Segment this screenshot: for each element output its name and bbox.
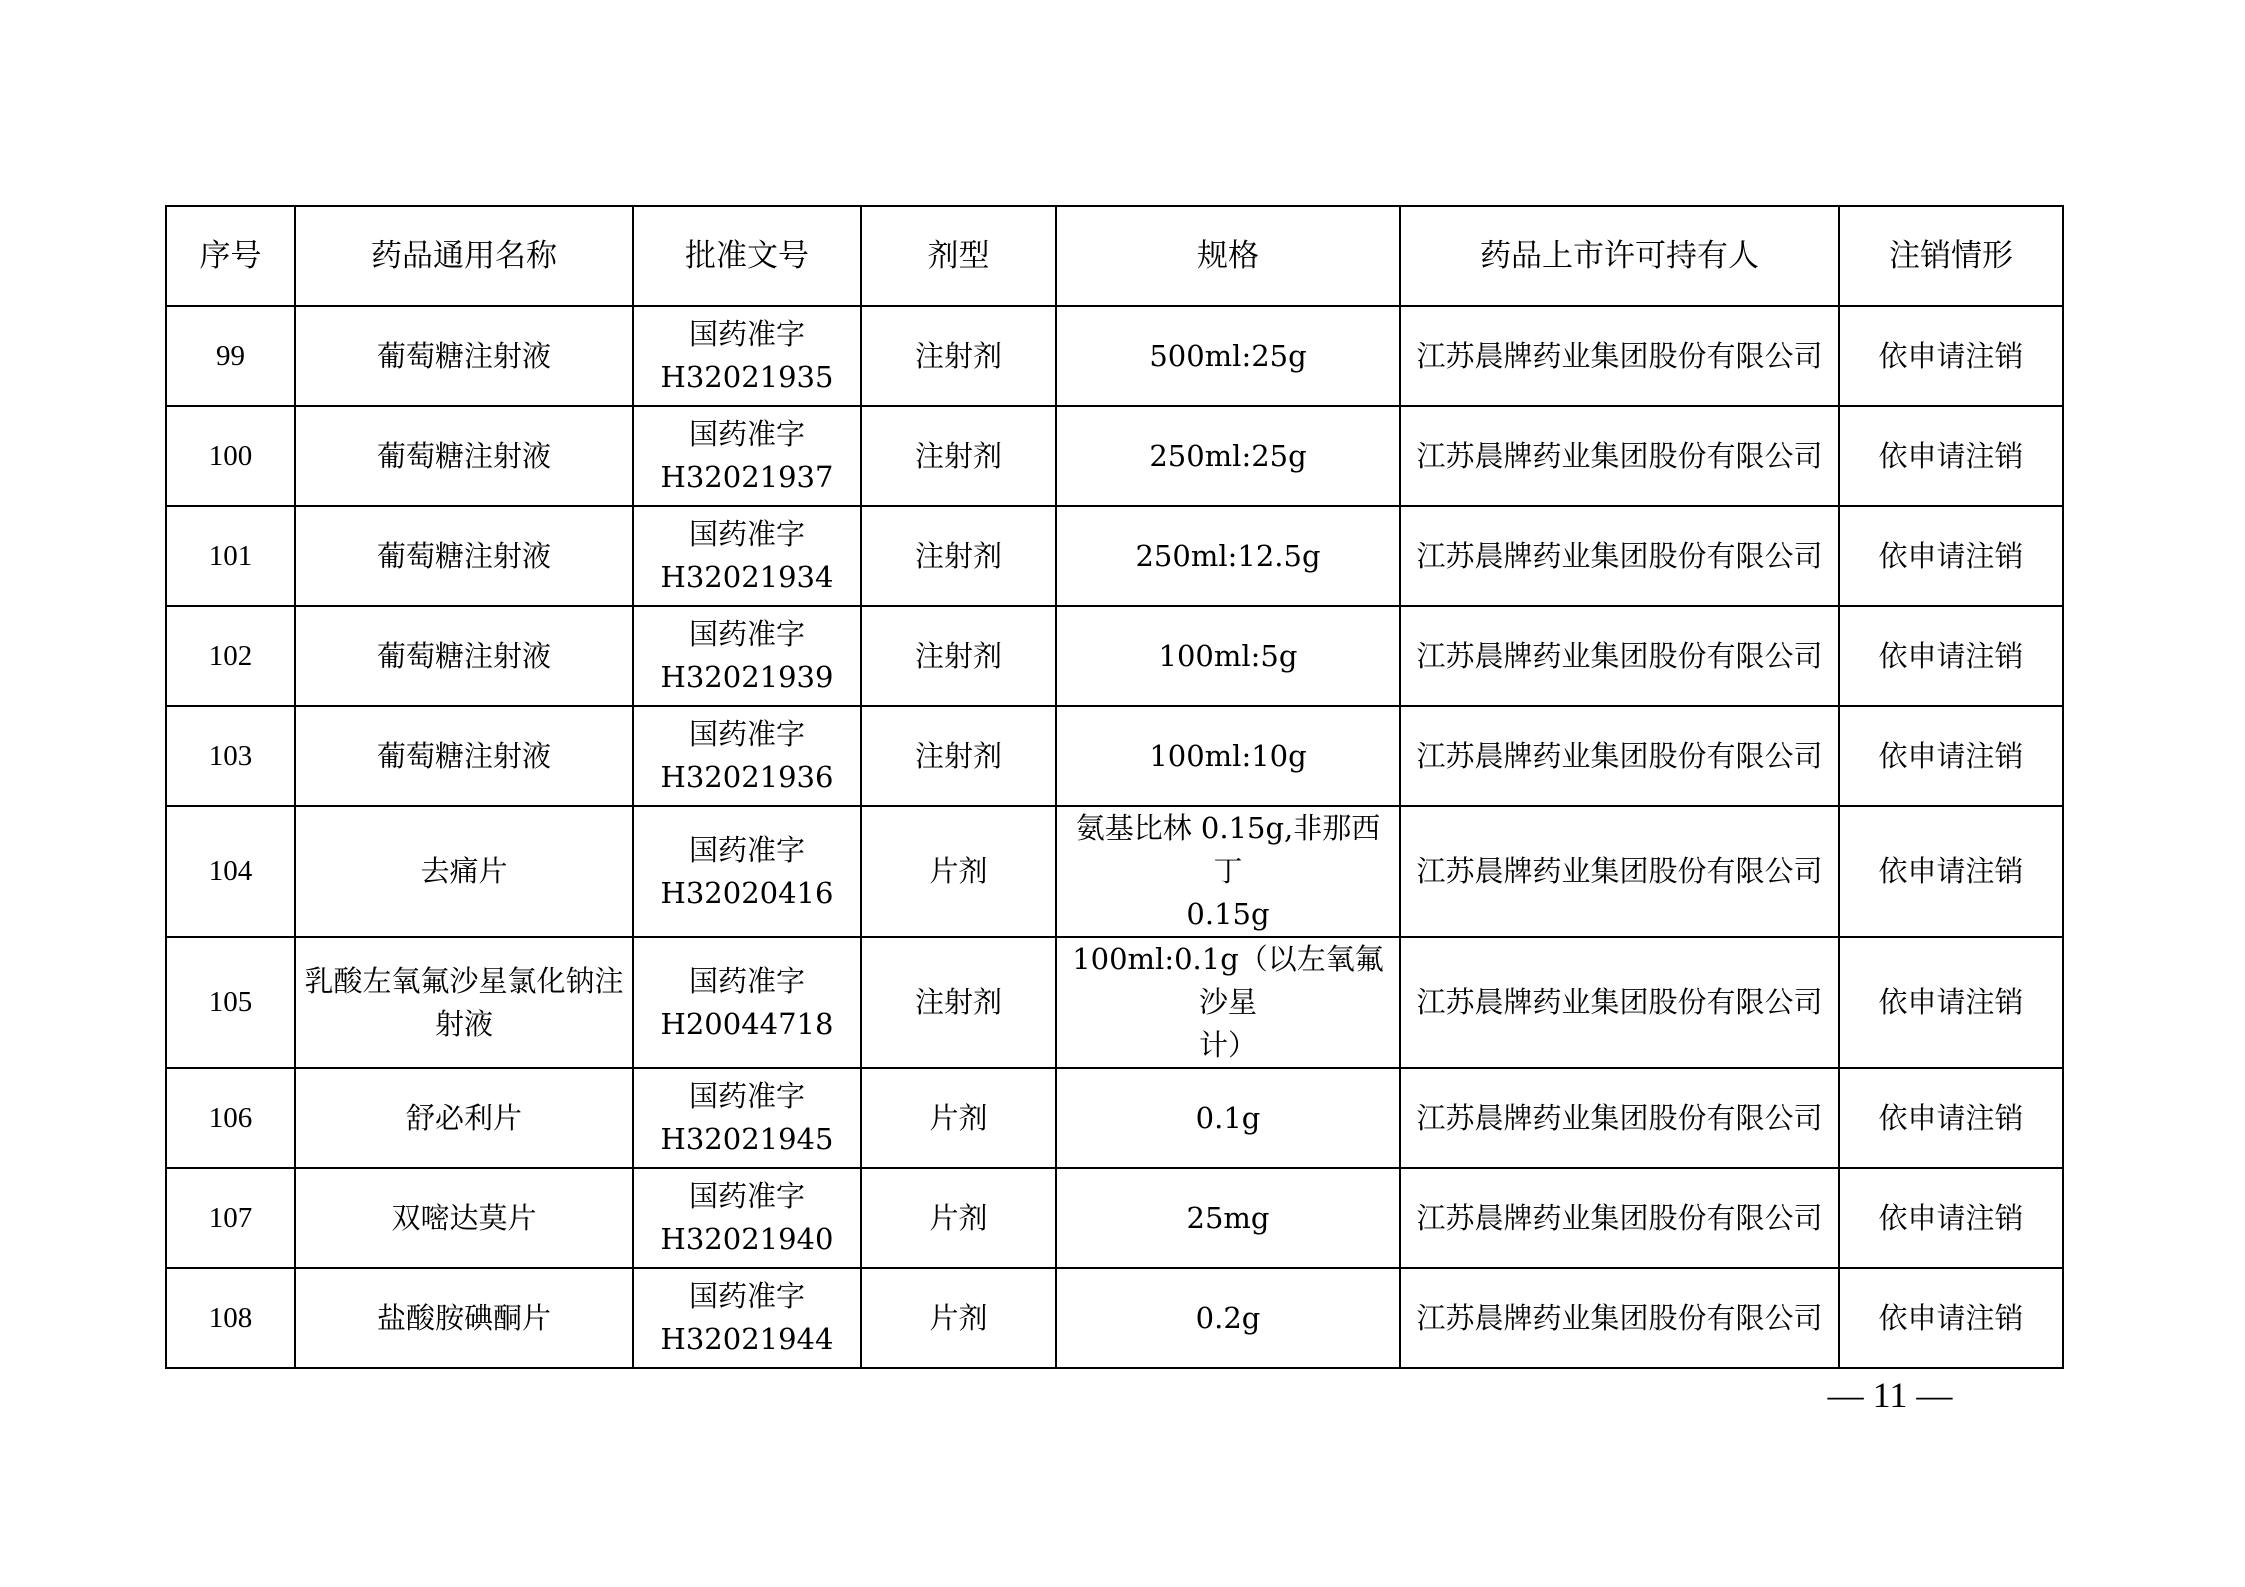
specification-cell xyxy=(1056,1268,1400,1368)
drug-name-line: 葡萄糖注射液 xyxy=(376,538,551,573)
header-serial-number: 序号 xyxy=(166,206,295,306)
drug-name-line: 葡萄糖注射液 xyxy=(376,738,551,773)
approval-number-line: 国药准字 xyxy=(688,832,805,867)
specification-line: 0.2g xyxy=(1195,1300,1261,1335)
cancellation-status-cell: 依申请注销 xyxy=(1839,1168,2063,1268)
specification-line: 氨基比林 0.15g,非那西丁 xyxy=(1075,811,1381,888)
table-row xyxy=(166,506,2063,606)
approval-number-line: H32021937 xyxy=(660,460,834,494)
serial-number-cell: 107 xyxy=(166,1168,295,1268)
approval-number-line: H32021944 xyxy=(660,1322,834,1356)
approval-number-line: 国药准字 xyxy=(688,617,805,651)
drug-name-line: 葡萄糖注射液 xyxy=(376,338,551,373)
approval-number-line: H32021935 xyxy=(660,360,834,394)
drug-name-cell xyxy=(295,706,633,806)
cancellation-status-cell: 依申请注销 xyxy=(1839,1268,2063,1368)
dosage-form-cell: 注射剂 xyxy=(861,306,1056,406)
dosage-form-cell: 片剂 xyxy=(861,1068,1056,1168)
approval-number-line: 国药准字 xyxy=(688,1179,805,1213)
license-holder-cell: 江苏晨牌药业集团股份有限公司 xyxy=(1400,306,1839,406)
serial-number-cell: 99 xyxy=(166,306,295,406)
table-row xyxy=(166,406,2063,506)
header-license-holder: 药品上市许可持有人 xyxy=(1400,206,1839,306)
drug-name-cell xyxy=(295,606,633,706)
specification-line: 250ml:25g xyxy=(1149,438,1307,473)
serial-number-cell: 106 xyxy=(166,1068,295,1168)
license-holder-cell: 江苏晨牌药业集团股份有限公司 xyxy=(1400,406,1839,506)
approval-number-cell xyxy=(633,806,861,937)
drug-name-cell xyxy=(295,937,633,1068)
specification-cell xyxy=(1056,706,1400,806)
serial-number-cell: 105 xyxy=(166,937,295,1068)
cancellation-status-cell: 依申请注销 xyxy=(1839,806,2063,937)
serial-number-cell: 102 xyxy=(166,606,295,706)
approval-number-cell xyxy=(633,706,861,806)
cancellation-status-cell: 依申请注销 xyxy=(1839,506,2063,606)
specification-line: 0.1g xyxy=(1195,1100,1261,1135)
table-row xyxy=(166,306,2063,406)
approval-number-cell xyxy=(633,937,861,1068)
cancellation-status-cell: 依申请注销 xyxy=(1839,937,2063,1068)
specification-line: 250ml:12.5g xyxy=(1135,538,1321,573)
serial-number-cell: 108 xyxy=(166,1268,295,1368)
serial-number-cell: 104 xyxy=(166,806,295,937)
drug-name-cell xyxy=(295,1068,633,1168)
specification-line: 500ml:25g xyxy=(1149,338,1307,373)
license-holder-cell: 江苏晨牌药业集团股份有限公司 xyxy=(1400,506,1839,606)
approval-number-cell xyxy=(633,506,861,606)
table-header-row xyxy=(166,206,2063,306)
header-dosage-form: 剂型 xyxy=(861,206,1056,306)
license-holder-cell: 江苏晨牌药业集团股份有限公司 xyxy=(1400,1068,1839,1168)
approval-number-cell xyxy=(633,1068,861,1168)
drug-name-line: 盐酸胺碘酮片 xyxy=(376,1300,551,1335)
dosage-form-cell: 注射剂 xyxy=(861,506,1056,606)
specification-line: 25mg xyxy=(1186,1200,1270,1235)
table-row xyxy=(166,1168,2063,1268)
approval-number-cell xyxy=(633,406,861,506)
drug-name-line: 葡萄糖注射液 xyxy=(376,438,551,473)
specification-cell xyxy=(1056,406,1400,506)
dosage-form-cell: 片剂 xyxy=(861,806,1056,937)
approval-number-line: H32021940 xyxy=(660,1222,834,1256)
approval-number-cell xyxy=(633,1268,861,1368)
header-cancellation-status: 注销情形 xyxy=(1839,206,2063,306)
serial-number-cell: 100 xyxy=(166,406,295,506)
header-specification: 规格 xyxy=(1056,206,1400,306)
drug-cancellation-table xyxy=(165,205,2064,1369)
specification-cell xyxy=(1056,1068,1400,1168)
license-holder-cell: 江苏晨牌药业集团股份有限公司 xyxy=(1400,806,1839,937)
approval-number-cell xyxy=(633,1168,861,1268)
approval-number-line: H32021936 xyxy=(660,760,834,794)
table-row xyxy=(166,706,2063,806)
specification-line: 计） xyxy=(1198,1028,1257,1062)
approval-number-line: 国药准字 xyxy=(688,517,805,551)
approval-number-line: H32020416 xyxy=(660,875,834,910)
approval-number-line: H32021934 xyxy=(660,560,834,594)
cancellation-status-cell: 依申请注销 xyxy=(1839,406,2063,506)
specification-cell xyxy=(1056,606,1400,706)
drug-name-line: 舒必利片 xyxy=(405,1100,522,1135)
specification-line: 0.15g xyxy=(1186,897,1270,931)
license-holder-cell: 江苏晨牌药业集团股份有限公司 xyxy=(1400,1268,1839,1368)
cancellation-status-cell: 依申请注销 xyxy=(1839,706,2063,806)
header-approval-number: 批准文号 xyxy=(633,206,861,306)
dosage-form-cell: 片剂 xyxy=(861,1268,1056,1368)
table-row xyxy=(166,806,2063,937)
specification-line: 100ml:0.1g（以左氧氟沙星 xyxy=(1072,942,1384,1019)
specification-cell xyxy=(1056,937,1400,1068)
specification-cell xyxy=(1056,506,1400,606)
drug-name-cell xyxy=(295,1268,633,1368)
drug-name-line: 葡萄糖注射液 xyxy=(376,638,551,673)
serial-number-cell: 101 xyxy=(166,506,295,606)
approval-number-line: 国药准字 xyxy=(688,1079,805,1113)
table-row xyxy=(166,606,2063,706)
dosage-form-cell: 注射剂 xyxy=(861,606,1056,706)
cancellation-status-cell: 依申请注销 xyxy=(1839,1068,2063,1168)
page-number: — 11 — xyxy=(1827,1375,1953,1415)
approval-number-line: 国药准字 xyxy=(688,1279,805,1313)
approval-number-line: H20044718 xyxy=(660,1006,834,1041)
dosage-form-cell: 注射剂 xyxy=(861,937,1056,1068)
specification-cell xyxy=(1056,306,1400,406)
approval-number-line: H32021939 xyxy=(660,660,834,694)
approval-number-cell xyxy=(633,606,861,706)
table-body xyxy=(166,306,2063,1368)
dosage-form-cell: 片剂 xyxy=(861,1168,1056,1268)
specification-cell xyxy=(1056,806,1400,937)
specification-line: 100ml:5g xyxy=(1158,638,1298,673)
serial-number-cell: 103 xyxy=(166,706,295,806)
approval-number-cell xyxy=(633,306,861,406)
drug-name-line: 双嘧达莫片 xyxy=(391,1200,537,1235)
table-row xyxy=(166,1068,2063,1168)
drug-name-cell xyxy=(295,1168,633,1268)
cancellation-status-cell: 依申请注销 xyxy=(1839,306,2063,406)
approval-number-line: H32021945 xyxy=(660,1122,834,1156)
approval-number-line: 国药准字 xyxy=(688,417,805,451)
approval-number-line: 国药准字 xyxy=(688,717,805,751)
cancellation-status-cell: 依申请注销 xyxy=(1839,606,2063,706)
license-holder-cell: 江苏晨牌药业集团股份有限公司 xyxy=(1400,1168,1839,1268)
drug-name-line: 乳酸左氧氟沙星氯化钠注 xyxy=(304,963,624,998)
table-row xyxy=(166,937,2063,1068)
drug-name-cell xyxy=(295,806,633,937)
specification-cell xyxy=(1056,1168,1400,1268)
drug-name-line: 去痛片 xyxy=(420,854,508,888)
drug-name-cell xyxy=(295,406,633,506)
header-drug-name: 药品通用名称 xyxy=(295,206,633,306)
table-row xyxy=(166,1268,2063,1368)
dosage-form-cell: 注射剂 xyxy=(861,706,1056,806)
drug-name-line: 射液 xyxy=(434,1006,493,1041)
license-holder-cell: 江苏晨牌药业集团股份有限公司 xyxy=(1400,706,1839,806)
license-holder-cell: 江苏晨牌药业集团股份有限公司 xyxy=(1400,937,1839,1068)
specification-line: 100ml:10g xyxy=(1149,738,1307,773)
license-holder-cell: 江苏晨牌药业集团股份有限公司 xyxy=(1400,606,1839,706)
drug-name-cell xyxy=(295,306,633,406)
dosage-form-cell: 注射剂 xyxy=(861,406,1056,506)
approval-number-line: 国药准字 xyxy=(688,963,805,998)
approval-number-line: 国药准字 xyxy=(688,317,805,351)
drug-name-cell xyxy=(295,506,633,606)
